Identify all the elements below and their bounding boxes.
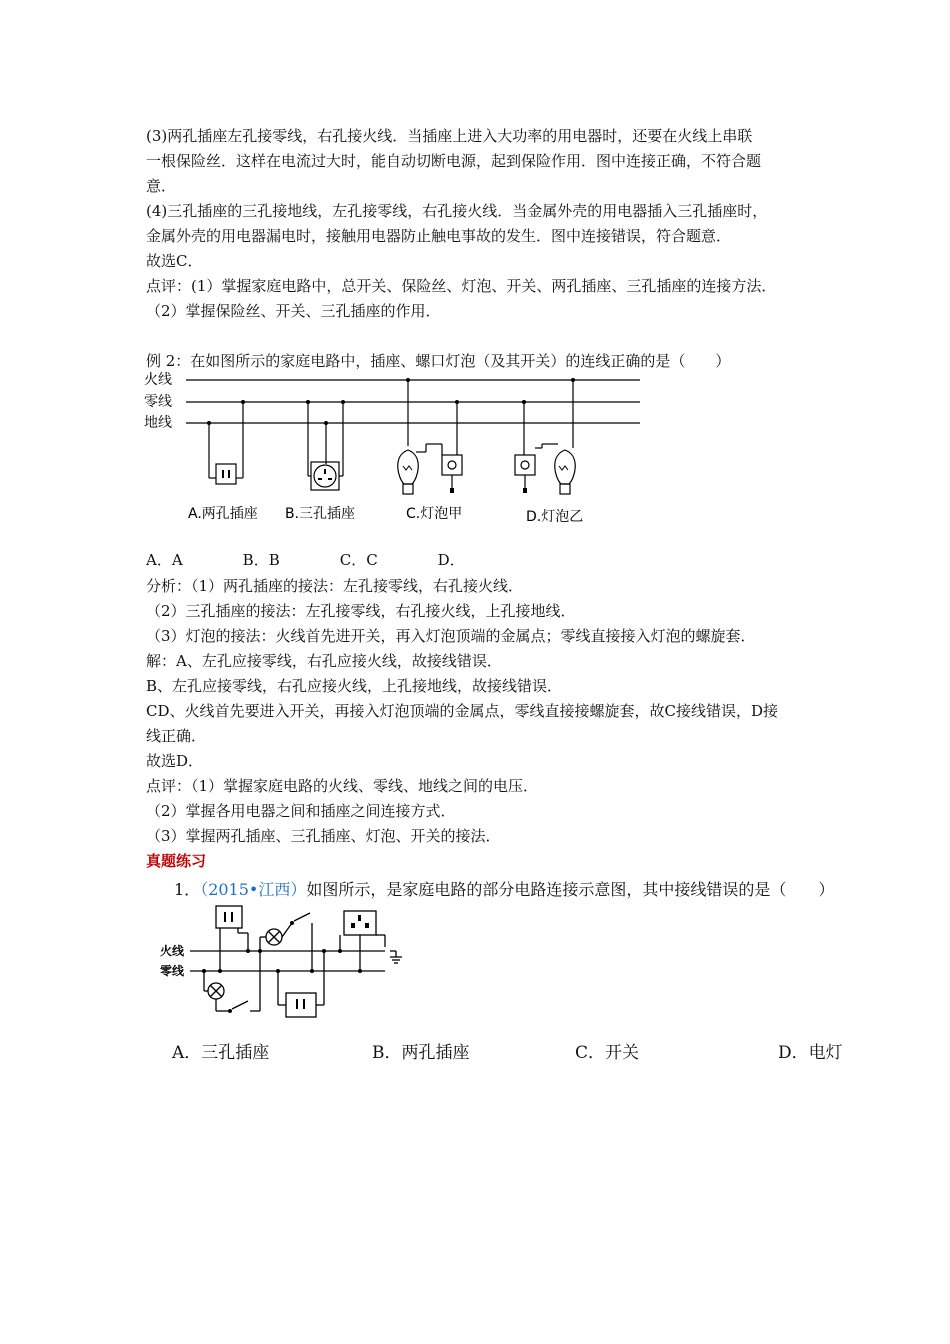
comment-line: 点评：（1）掌握家庭电路的火线、零线、地线之间的电压． [146, 777, 539, 795]
figure-label-a: A.两孔插座 [188, 506, 258, 522]
analysis-line: 金属外壳的用电器漏电时，接触用电器防止触电事故的发生．图中连接错误，符合题意． [146, 227, 732, 245]
solution-line: （3）灯泡的接法：火线首先进开关，再入灯泡顶端的金属点；零线直接接入灯泡的螺旋套． [146, 627, 756, 645]
analysis-line: (3)两孔插座左孔接零线，右孔接火线．当插座上进入大功率的用电器时，还要在火线上串联 [146, 127, 753, 145]
example2-question: 例 2：在如图所示的家庭电路中，插座、螺口灯泡（及其开关）的连线正确的是（ ） [146, 352, 731, 370]
question-number: 1． [174, 880, 201, 899]
solution-line: 故选D． [146, 752, 204, 770]
wire-neutral-label: 零线 [144, 394, 172, 410]
wire-ground-label: 地线 [144, 415, 172, 431]
figure-label-c: C.灯泡甲 [406, 506, 463, 522]
wire-live-label: 火线 [144, 372, 172, 388]
example2-options: A．A B．B C．C D． [146, 551, 465, 569]
wire-live-label: 火线 [160, 944, 185, 958]
figure-label-d: D.灯泡乙 [526, 509, 584, 525]
option-b: B．两孔插座 [372, 1043, 470, 1063]
comment-line: （2）掌握各用电器之间和插座之间连接方式． [146, 802, 456, 820]
solution-line: （2）三孔插座的接法：左孔接零线，右孔接火线，上孔接地线． [146, 602, 576, 620]
wire-neutral-label: 零线 [160, 964, 185, 978]
comment-line: 点评：(1）掌握家庭电路中，总开关、保险丝、灯泡、开关、两孔插座、三孔插座的连接方法． [146, 277, 777, 295]
option-d: D．电灯 [778, 1043, 843, 1063]
solution-line: 解：A、左孔应接零线，右孔应接火线，故接线错误． [146, 652, 502, 670]
comment-line: （3）掌握两孔插座、三孔插座、灯泡、开关的接法． [146, 827, 501, 845]
question-source: （2015•江西） [200, 880, 307, 899]
comment-line: （2）掌握保险丝、开关、三孔插座的作用． [146, 302, 441, 320]
example2-circuit-figure [140, 368, 650, 533]
analysis-line: 意． [146, 177, 177, 195]
section-title: 真题练习 [146, 852, 207, 870]
analysis-line: 故选C． [146, 252, 203, 270]
question1-line [174, 879, 834, 901]
solution-line: B、左孔应接零线，右孔应接火线，上孔接地线，故接线错误． [146, 677, 563, 695]
question-stem: 如图所示，是家庭电路的部分电路连接示意图，其中接线错误的是（ ） [306, 880, 835, 899]
option-a: A．三孔插座 [172, 1043, 270, 1063]
solution-line: 分析：（1）两孔插座的接法：左孔接零线，右孔接火线． [146, 577, 524, 595]
question1-circuit-figure [160, 903, 410, 1028]
analysis-line: (4)三孔插座的三孔接地线，左孔接零线，右孔接火线．当金属外壳的用电器插入三孔插座时， [146, 202, 768, 220]
solution-line: 线正确． [146, 727, 207, 745]
option-c: C．开关 [575, 1043, 640, 1063]
solution-line: CD、火线首先要进入开关，再接入灯泡顶端的金属点，零线直接接螺旋套，故C接线错误，D接 [146, 702, 779, 720]
figure-label-b: B.三孔插座 [285, 506, 356, 522]
analysis-line: 一根保险丝．这样在电流过大时，能自动切断电源，起到保险作用．图中连接正确，不符合题 [146, 152, 762, 170]
